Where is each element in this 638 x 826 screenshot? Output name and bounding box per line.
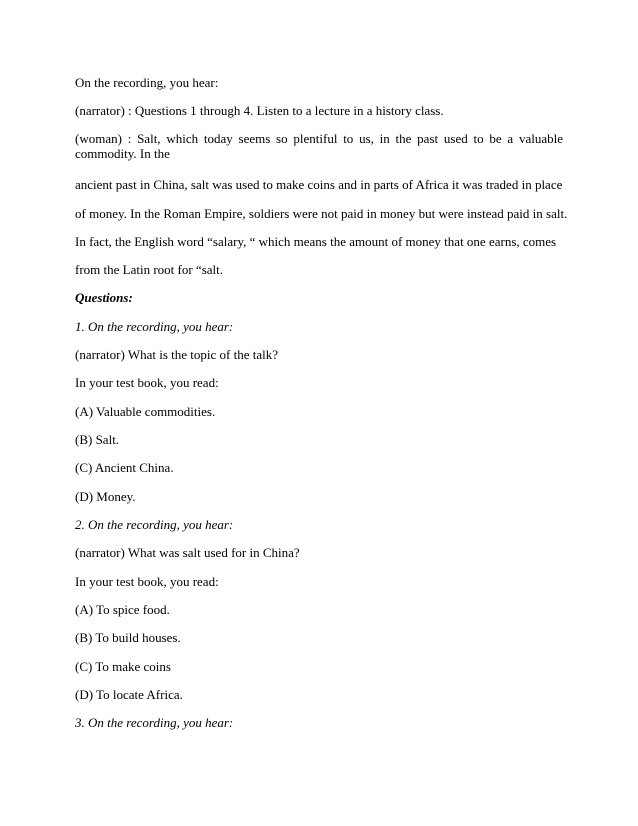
- questions-heading: Questions:: [75, 290, 133, 305]
- woman-line-continued: commodity. In the: [75, 146, 170, 161]
- answer-option: (C) To make coins: [75, 659, 171, 674]
- question-prompt: (narrator) What is the topic of the talk?: [75, 347, 278, 362]
- lecture-line: of money. In the Roman Empire, soldiers were not paid in money but were instead paid in salt.: [75, 206, 568, 221]
- lecture-line: ancient past in China, salt was used to make coins and in parts of Africa it was traded in place: [75, 177, 563, 192]
- test-book-line: In your test book, you read:: [75, 574, 219, 589]
- intro-line: On the recording, you hear:: [75, 75, 219, 90]
- lecture-line: from the Latin root for “salt.: [75, 262, 224, 277]
- answer-option: (D) To locate Africa.: [75, 687, 183, 702]
- question-heading: 3. On the recording, you hear:: [75, 715, 234, 730]
- question-heading: 2. On the recording, you hear:: [75, 517, 234, 532]
- answer-option: (A) To spice food.: [75, 602, 170, 617]
- answer-option: (D) Money.: [75, 489, 136, 504]
- lecture-line: In fact, the English word “salary, “ which means the amount of money that one earns, comes: [75, 234, 557, 249]
- test-book-line: In your test book, you read:: [75, 375, 219, 390]
- answer-option: (A) Valuable commodities.: [75, 404, 216, 419]
- question-prompt: (narrator) What was salt used for in China?: [75, 545, 300, 560]
- woman-line: (woman) : Salt, which today seems so plentiful to us, in the past used to be a valuable: [75, 131, 563, 146]
- narrator-line: (narrator) : Questions 1 through 4. Listen to a lecture in a history class.: [75, 103, 444, 118]
- answer-option: (B) Salt.: [75, 432, 120, 447]
- answer-option: (B) To build houses.: [75, 630, 181, 645]
- answer-option: (C) Ancient China.: [75, 460, 174, 475]
- question-heading: 1. On the recording, you hear:: [75, 319, 234, 334]
